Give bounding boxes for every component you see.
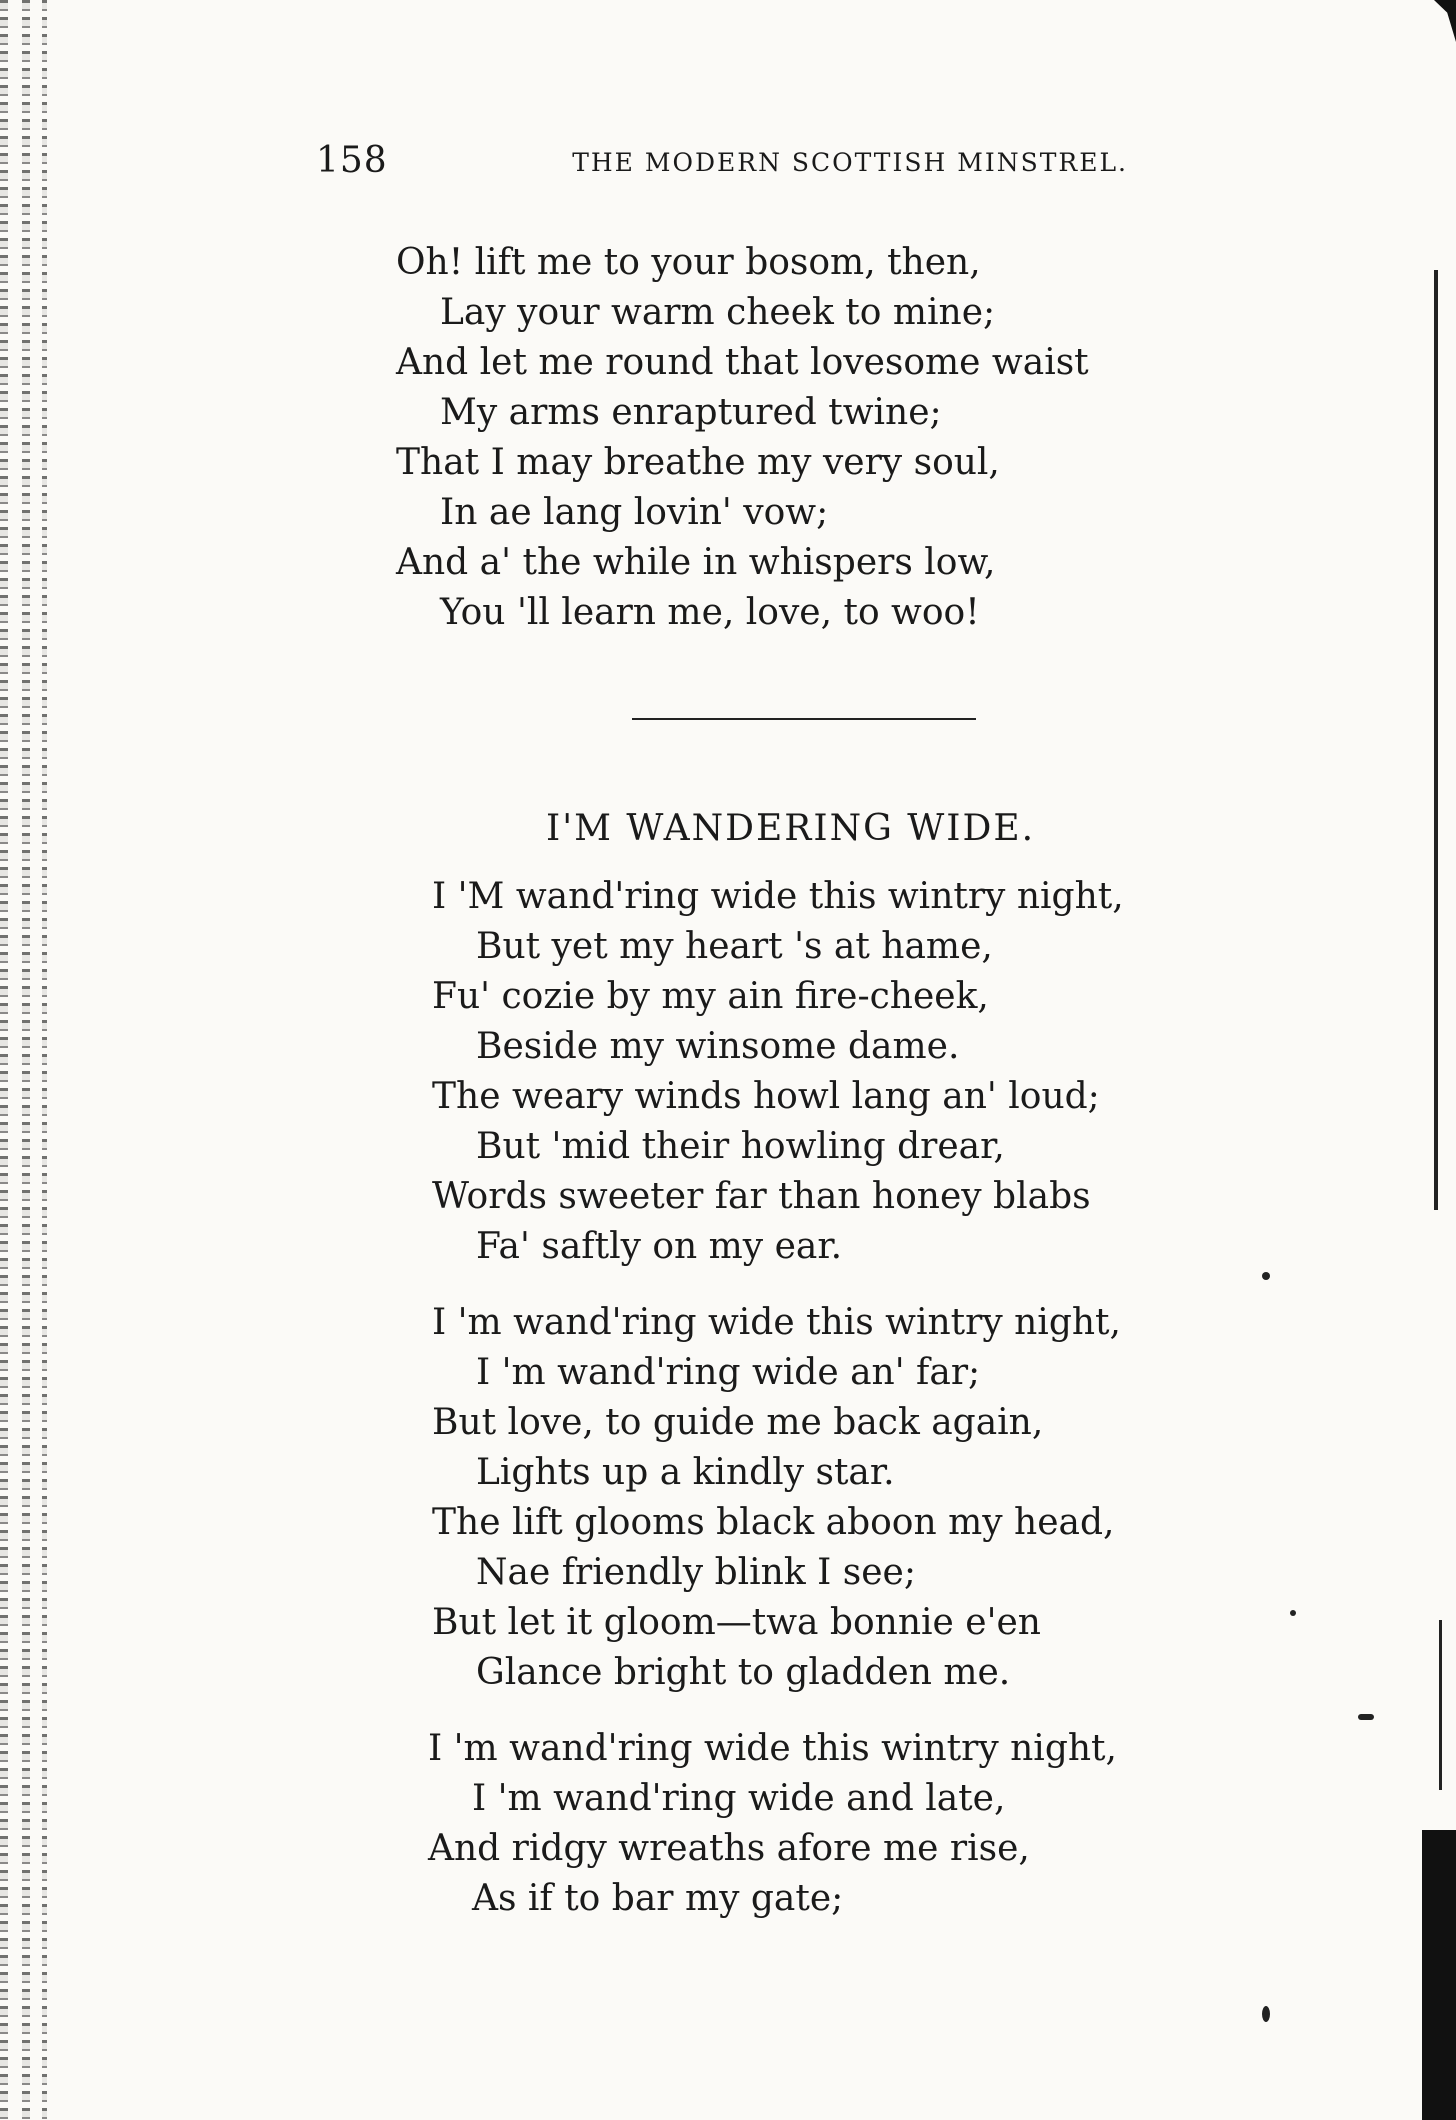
verse-line: You 'll learn me, love, to woo! [440, 592, 980, 633]
verse-line: But yet my heart 's at hame, [476, 926, 993, 967]
section-divider [632, 718, 976, 720]
verse-line: I 'm wand'ring wide this wintry night, [428, 1728, 1117, 1769]
verse-line: And ridgy wreaths afore me rise, [428, 1828, 1030, 1869]
verse-line: But love, to guide me back again, [432, 1402, 1044, 1443]
verse-line: I 'm wand'ring wide and late, [472, 1778, 1006, 1819]
verse-line: Nae friendly blink I see; [476, 1552, 916, 1593]
verse-line: In ae lang lovin' vow; [440, 492, 829, 533]
verse-line: Fu' cozie by my ain fire-cheek, [432, 976, 989, 1017]
scan-edge-shadow [1422, 1830, 1456, 2120]
verse-line: And let me round that lovesome waist [396, 342, 1089, 383]
running-head-title: THE MODERN SCOTTISH MINSTREL. [572, 148, 1128, 177]
verse-line: Words sweeter far than honey blabs [432, 1176, 1091, 1217]
scan-edge-line [1434, 270, 1438, 1210]
verse-line: Fa' saftly on my ear. [476, 1226, 843, 1267]
verse-line: Lay your warm cheek to mine; [440, 292, 996, 333]
page-number: 158 [316, 140, 388, 181]
poem-stanza-1 [432, 872, 1124, 1272]
scan-speck [1290, 1610, 1296, 1616]
scan-speck [1262, 1272, 1270, 1280]
scan-edge-line [1439, 1620, 1442, 1790]
verse-line: My arms enraptured twine; [440, 392, 942, 433]
poem-title: I'M WANDERING WIDE. [546, 808, 1036, 849]
verse-line: Beside my winsome dame. [476, 1026, 960, 1067]
poem-stanza-3 [428, 1724, 1117, 1924]
verse-line: I 'm wand'ring wide this wintry night, [432, 1302, 1121, 1343]
verse-line: I 'm wand'ring wide an' far; [476, 1352, 981, 1393]
verse-line: The weary winds howl lang an' loud; [432, 1076, 1100, 1117]
verse-line: Oh! lift me to your bosom, then, [396, 242, 981, 283]
running-head [316, 140, 1128, 184]
poem-stanza-2 [432, 1298, 1121, 1698]
book-spine-edge [0, 0, 60, 2120]
verse-line: As if to bar my gate; [472, 1878, 844, 1919]
verse-line: But let it gloom—twa bonnie e'en [432, 1602, 1041, 1643]
verse-line: And a' the while in whispers low, [396, 542, 996, 583]
verse-line: I 'M wand'ring wide this wintry night, [432, 876, 1124, 917]
verse-line: The lift glooms black aboon my head, [432, 1502, 1115, 1543]
scan-corner-mark [1434, 0, 1456, 42]
verse-line: That I may breathe my very soul, [396, 442, 1000, 483]
verse-line: Lights up a kindly star. [476, 1452, 895, 1493]
verse-line: But 'mid their howling drear, [476, 1126, 1005, 1167]
scan-speck [1358, 1714, 1374, 1720]
previous-poem-stanza [396, 238, 1089, 638]
verse-line: Glance bright to gladden me. [476, 1652, 1011, 1693]
scan-speck [1262, 2006, 1270, 2022]
